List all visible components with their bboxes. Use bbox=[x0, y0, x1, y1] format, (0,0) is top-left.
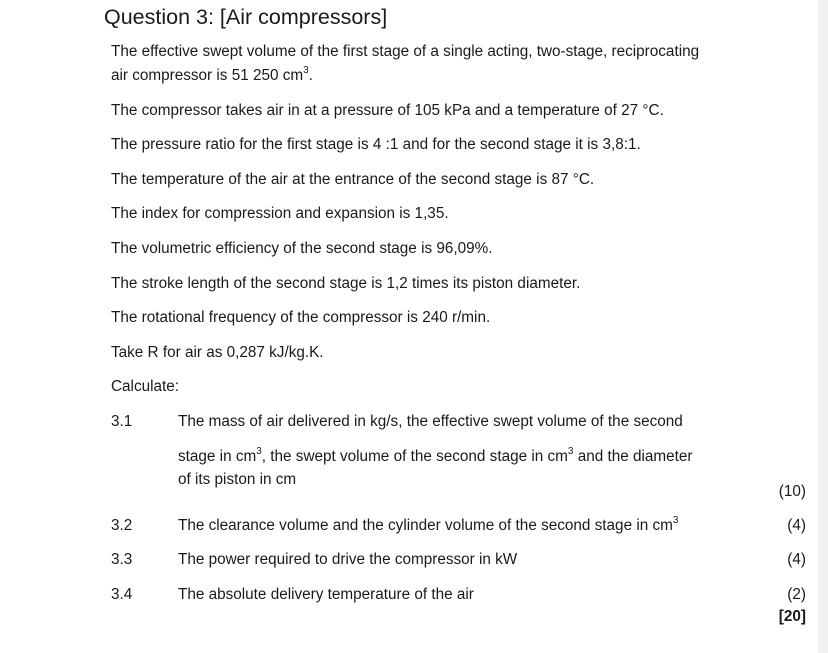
text-part: stage in cm bbox=[178, 448, 257, 465]
given-gas-constant: Take R for air as 0,287 kJ/kg.K. bbox=[111, 344, 324, 361]
question-heading: Question 3: [Air compressors] bbox=[104, 5, 388, 29]
text-part: and the diameter bbox=[573, 448, 693, 465]
question-3-1-line2 bbox=[178, 447, 693, 467]
given-intake: The compressor takes air in at a pressure of 105 kPa and a temperature of 27 °C. bbox=[111, 102, 664, 119]
given-swept-volume-line2 bbox=[111, 66, 313, 86]
given-pressure-ratio: The pressure ratio for the first stage is 4 :1 and for the second stage it is 3,8:1. bbox=[111, 136, 641, 153]
question-3-1-line1: The mass of air delivered in kg/s, the effective swept volume of the second bbox=[178, 413, 683, 430]
text-part: The clearance volume and the cylinder volume of the second stage in cm bbox=[178, 517, 673, 534]
marks-3-3: (4) bbox=[787, 551, 806, 568]
question-3-1-line3: of its piston in cm bbox=[178, 471, 297, 488]
swept-volume-text: air compressor is 51 250 cm bbox=[111, 67, 304, 84]
marks-3-2: (4) bbox=[787, 517, 806, 534]
text-part: , the swept volume of the second stage in cm bbox=[261, 448, 568, 465]
question-number-3-4: 3.4 bbox=[111, 586, 133, 603]
marks-3-1: (10) bbox=[778, 483, 806, 500]
given-rotational-frequency: The rotational frequency of the compressor is 240 r/min. bbox=[111, 309, 491, 326]
question-number-3-3: 3.3 bbox=[111, 551, 133, 568]
question-3-4-text: The absolute delivery temperature of the air bbox=[178, 586, 474, 603]
calculate-label: Calculate: bbox=[111, 378, 180, 395]
superscript: 3 bbox=[672, 514, 679, 526]
superscript: 3 bbox=[256, 445, 262, 457]
superscript: 3 bbox=[303, 64, 309, 76]
question-number-3-1: 3.1 bbox=[111, 413, 133, 430]
total-marks: [20] bbox=[778, 608, 806, 625]
given-volumetric-efficiency: The volumetric efficiency of the second stage is 96,09%. bbox=[111, 240, 493, 257]
given-index: The index for compression and expansion is 1,35. bbox=[111, 205, 449, 222]
question-3-2-text bbox=[178, 516, 678, 536]
superscript: 3 bbox=[567, 445, 574, 457]
period: . bbox=[308, 67, 313, 84]
given-second-stage-temp: The temperature of the air at the entrance of the second stage is 87 °C. bbox=[111, 171, 595, 188]
given-swept-volume-line1: The effective swept volume of the first stage of a single acting, two-stage, reciprocating bbox=[111, 43, 700, 60]
page-edge-strip bbox=[818, 0, 828, 653]
question-3-3-text: The power required to drive the compressor in kW bbox=[178, 551, 518, 568]
given-stroke-length: The stroke length of the second stage is 1,2 times its piston diameter. bbox=[111, 275, 581, 292]
question-number-3-2: 3.2 bbox=[111, 517, 133, 534]
marks-3-4: (2) bbox=[787, 586, 806, 603]
